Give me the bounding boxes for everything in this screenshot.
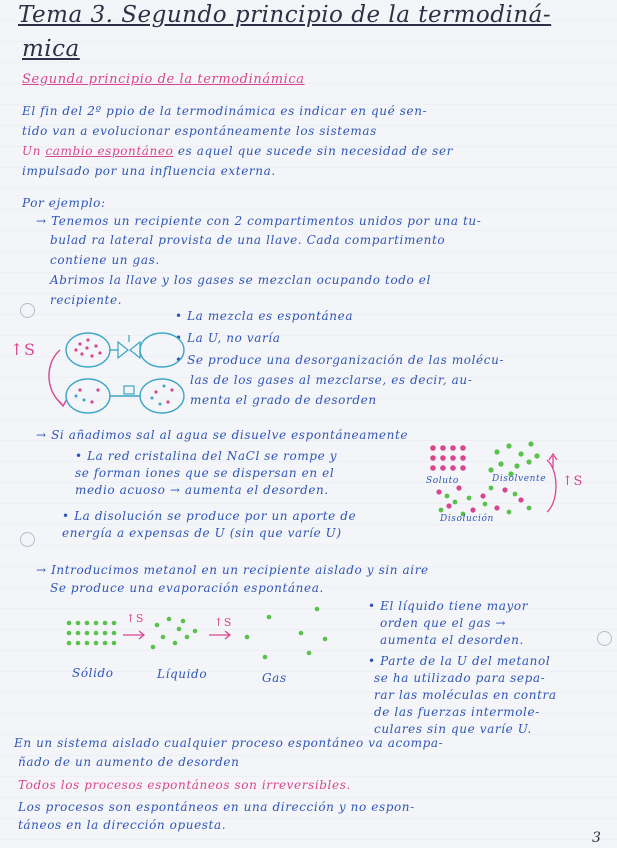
- binder-hole-icon: [597, 631, 612, 646]
- flask-diagram-icon: [40, 320, 210, 420]
- bullet-line: las de los gases al mezclarse, es decir, au-: [190, 373, 473, 387]
- text-line: → Introducimos metanol en un recipiente aislado y sin aire: [36, 563, 429, 577]
- bullet-line: • La mezcla es espontánea: [175, 309, 354, 323]
- bullet-line: • La disolución se produce por un aporte de: [62, 509, 357, 523]
- binder-hole-icon: [20, 303, 35, 318]
- text-fragment: Un: [22, 144, 42, 158]
- entropy-increase-label: ↑S: [214, 616, 232, 629]
- bullet-line: culares sin que varíe U.: [374, 722, 532, 736]
- binder-hole-icon: [20, 532, 35, 547]
- text-line: Todos los procesos espontáneos son irreversibles.: [18, 778, 351, 792]
- entropy-increase-label: ↑S: [126, 612, 144, 625]
- bullet-line: • Parte de la U del metanol: [368, 654, 551, 668]
- page-title: Tema 3. Segundo principio de la termodiná-: [18, 2, 552, 28]
- bullet-line: menta el grado de desorden: [190, 393, 377, 407]
- bullet-line: se ha utilizado para sepa-: [374, 671, 546, 685]
- phase-label-gas: Gas: [262, 671, 287, 685]
- bullet-line: • La red cristalina del NaCl se rompe y: [75, 449, 338, 463]
- text-line: → Tenemos un recipiente con 2 compartimentos unidos por una tu-: [36, 214, 482, 228]
- bullet-line: aumenta el desorden.: [380, 633, 524, 647]
- phase-label-liquid: Líquido: [157, 667, 208, 681]
- section-heading: Segunda principio de la termodinámica: [22, 72, 305, 87]
- page-title-cont: mica: [22, 36, 80, 62]
- text-line: → Si añadimos sal al agua se disuelve espontáneamente: [36, 428, 409, 442]
- bullet-line: de las fuerzas intermole-: [374, 705, 540, 719]
- text-line: recipiente.: [50, 293, 123, 307]
- bullet-line: rar las moléculas en contra: [374, 688, 557, 702]
- text-line: táneos en la dirección opuesta.: [18, 818, 227, 832]
- text-line: impulsado por una influencia externa.: [22, 164, 276, 178]
- text-line: Abrimos la llave y los gases se mezclan ocupando todo el: [50, 273, 431, 287]
- phase-diagram-icon: [65, 605, 355, 675]
- diagram-label-solvent: Disolvente: [492, 474, 547, 484]
- bullet-line: se forman iones que se dispersan en el: [75, 466, 335, 480]
- text-line: En un sistema aislado cualquier proceso espontáneo va acompa-: [14, 736, 444, 750]
- text-line: tido van a evolucionar espontáneamente los sistemas: [22, 124, 377, 138]
- text-line: bulad ra lateral provista de una llave. Cada compartimento: [50, 233, 446, 247]
- text-line: ñado de un aumento de desorden: [18, 755, 240, 769]
- bullet-line: orden que el gas →: [380, 616, 507, 630]
- bullet-line: • El líquido tiene mayor: [368, 599, 529, 613]
- entropy-increase-label: ↑S: [10, 340, 36, 359]
- text-line: El fin del 2º ppio de la termodinámica es indicar en qué sen-: [22, 104, 428, 118]
- page-number: 3: [592, 830, 602, 846]
- text-fragment: es aquel que sucede sin necesidad de ser: [177, 144, 453, 158]
- bullet-line: energía a expensas de U (sin que varíe U): [62, 526, 342, 540]
- bullet-line: • Se produce una desorganización de las molécu-: [175, 353, 505, 367]
- text-line: contiene un gas.: [50, 253, 160, 267]
- phase-label-solid: Sólido: [72, 666, 114, 680]
- bullet-line: medio acuoso → aumenta el desorden.: [75, 483, 329, 497]
- text-line: Se produce una evaporación espontánea.: [50, 581, 324, 595]
- diagram-label-solution: Disolución: [440, 514, 494, 524]
- diagram-label-solute: Soluto: [426, 476, 459, 486]
- entropy-increase-label: ↑S: [562, 474, 583, 489]
- definition-line: [22, 144, 453, 158]
- text-line: Por ejemplo:: [22, 196, 106, 210]
- key-term: cambio espontáneo: [45, 144, 174, 158]
- text-line: Los procesos son espontáneos en una dirección y no espon-: [18, 800, 415, 814]
- bullet-line: • La U, no varía: [175, 331, 281, 345]
